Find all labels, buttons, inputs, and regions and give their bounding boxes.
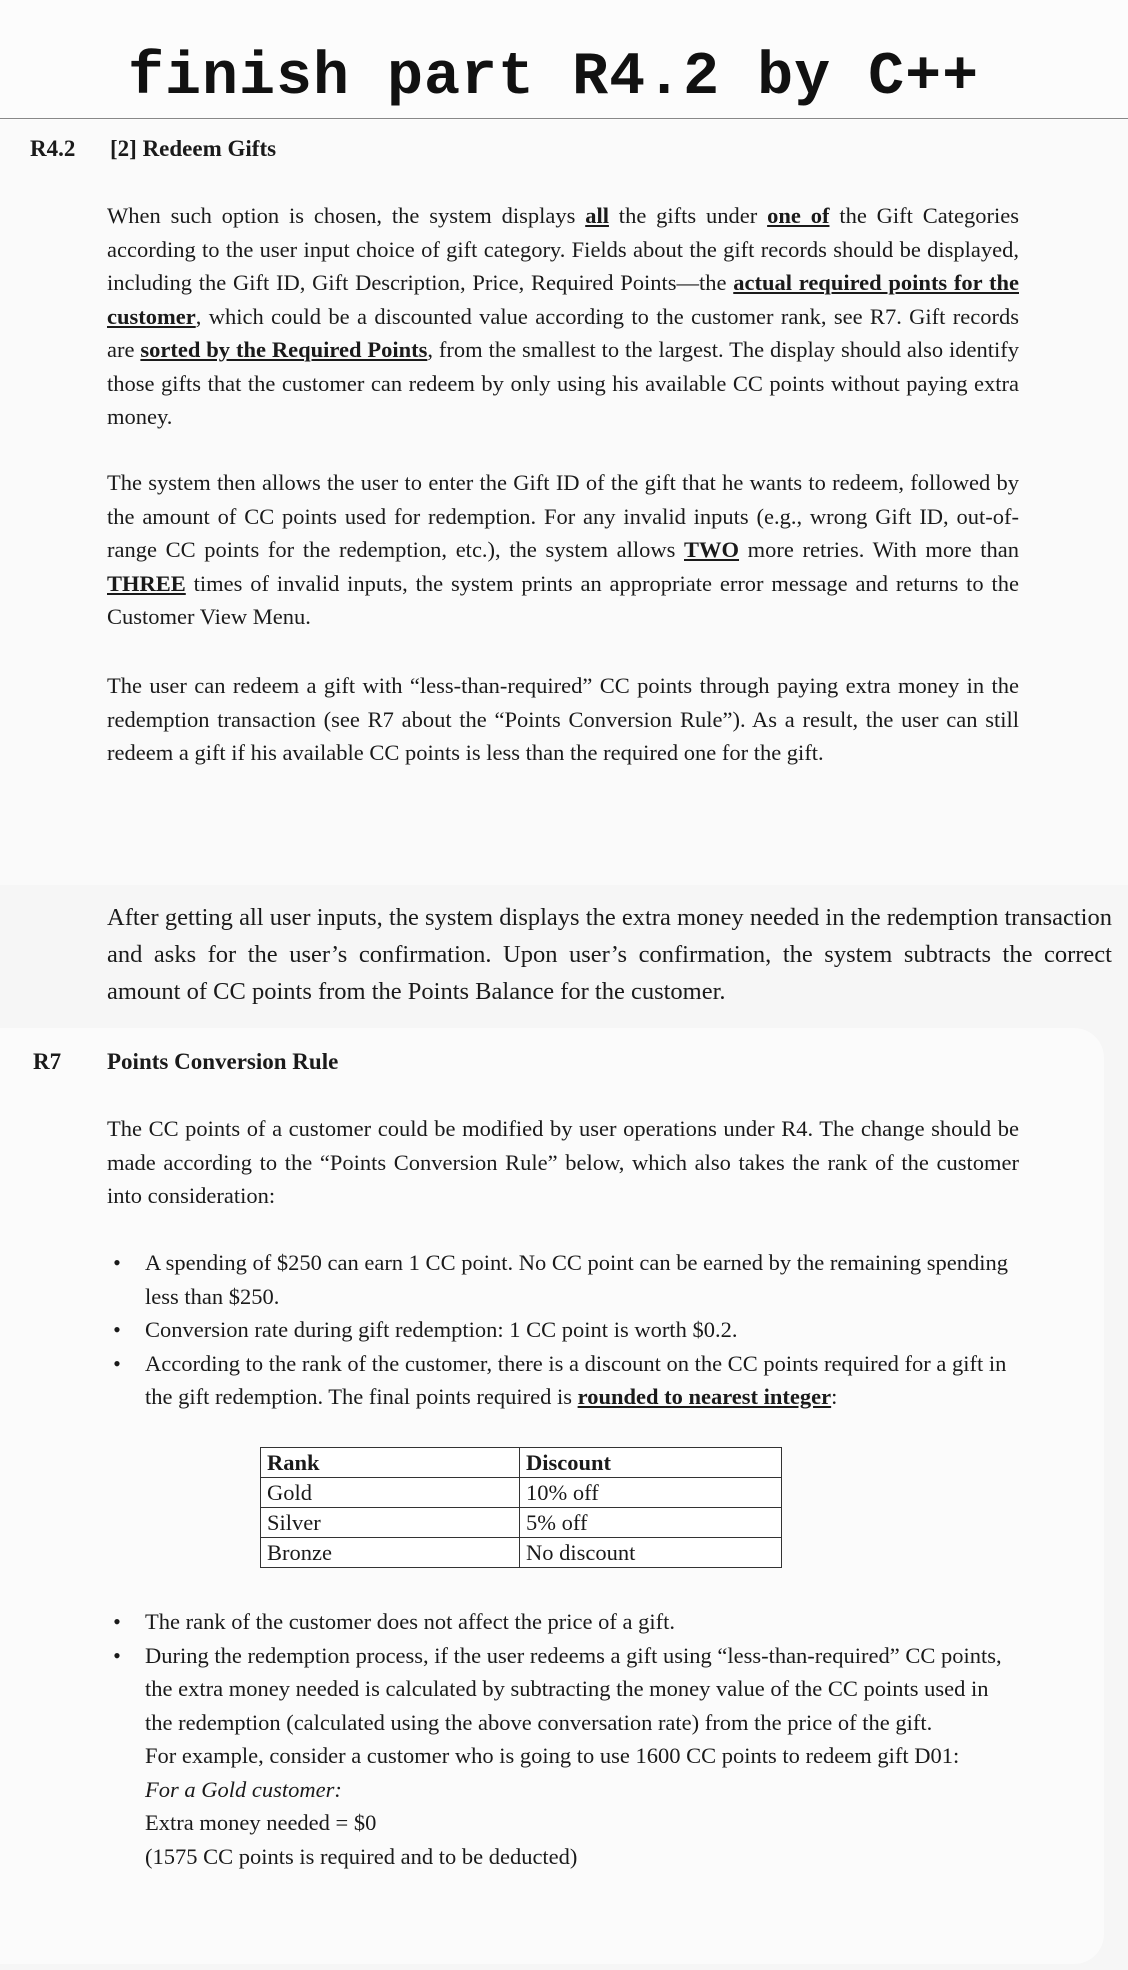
paragraph-less-than-required: The user can redeem a gift with “less-than-required” CC points through paying extra money in the redemption transaction (see R7 about the “Points Conversion Rule”). As a result, the user can still redeem a gift if his available CC points is less than the required one for the gift. — [107, 673, 1019, 765]
bullet-symbol: • — [113, 1350, 121, 1376]
table-row — [261, 1478, 782, 1508]
section-heading-r7: Points Conversion Rule — [107, 1049, 339, 1074]
table-cell: Gold — [261, 1478, 520, 1508]
bullet-symbol: • — [113, 1609, 121, 1634]
paragraph-redeem-input — [107, 466, 1019, 634]
list-item-text: Conversion rate during gift redemption: 1 CC point is worth $0.2. — [145, 1317, 738, 1342]
table-cell: 10% off — [520, 1478, 782, 1508]
paragraph-gift-display — [107, 199, 1019, 434]
section-heading-r42: [2] Redeem Gifts — [110, 136, 277, 161]
list-item — [107, 1639, 1019, 1874]
p1-text-d: , which could be a discounted value according to the customer rank, see R7. Gift records are — [107, 303, 1019, 362]
paragraph-r7-intro: The CC points of a customer could be modified by user operations under R4. The change should be made according to the “Points Conversion Rule” below, which also takes the rank of the customer into consideration: — [107, 1116, 1019, 1208]
table-cell: 5% off — [520, 1508, 782, 1538]
rule-list — [107, 1246, 1019, 1414]
section-number-r7: R7 — [33, 1049, 62, 1074]
paragraph-confirmation: After getting all user inputs, the system displays the extra money needed in the redemption transaction and asks for the user’s confirmation. Upon user’s confirmation, the system subtracts the correct amount of CC points from the Points Balance for the customer. — [107, 904, 1112, 1005]
emphasis-sorted: sorted by the Required Points — [140, 337, 428, 362]
example-line: Extra money needed = $0 — [145, 1810, 377, 1835]
p2-text-c: times of invalid inputs, the system prints an appropriate error message and returns to the Customer View Menu. — [107, 570, 1019, 629]
bullet-symbol: • — [113, 1317, 121, 1342]
table-cell: Bronze — [261, 1538, 520, 1568]
emphasis-all: all — [585, 203, 609, 228]
p1-text-e: , from the smallest to the largest. The display should also identify those gifts that the customer can redeem by only using his available CC points without paying extra money. — [107, 337, 1020, 429]
section-number-r42: R4.2 — [30, 136, 76, 161]
p2-text-a: The system then allows the user to enter the Gift ID of the gift that he wants to redeem, followed by the amount of CC points used for redemption. For any invalid inputs (e.g., wrong Gift ID, out-of-range CC points for the redemption, etc.), the system allows — [107, 470, 1019, 562]
bullet-symbol: • — [113, 1642, 121, 1668]
emphasis-one-of: one of — [767, 203, 830, 228]
table-header-cell: Rank — [261, 1448, 520, 1478]
list-item-text: According to the rank of the customer, there is a discount on the CC points required for a gift in the gift redemption. The final points required is — [145, 1350, 1007, 1409]
list-item-text: The rank of the customer does not affect the price of a gift. — [145, 1609, 676, 1634]
p2-text-b: more retries. With more than — [739, 537, 1019, 562]
table-row — [261, 1538, 782, 1568]
example-line: (1575 CC points is required and to be deducted) — [145, 1843, 578, 1869]
list-item-text-end: : — [831, 1384, 838, 1409]
rule-list-2 — [107, 1605, 1019, 1873]
p1-text-a: When such option is chosen, the system displays — [107, 203, 586, 228]
list-item-text: A spending of $250 can earn 1 CC point. No CC point can be earned by the remaining spending less than $250. — [145, 1250, 1008, 1309]
emphasis-actual-points: actual required points for the customer — [107, 270, 1019, 329]
table-header-row — [261, 1448, 782, 1478]
p1-text-b: the gifts under — [608, 203, 768, 228]
list-item — [107, 1246, 1019, 1313]
table-cell: Silver — [261, 1508, 520, 1538]
list-item-text: During the redemption process, if the user redeems a gift using “less-than-required” CC points, the extra money needed is calculated by subtracting the money value of the CC points used in the redemption (calculated using the above conversation rate) from the price of the gift. — [145, 1642, 1002, 1735]
title-divider — [0, 118, 1128, 119]
table-row — [261, 1508, 782, 1538]
bullet-symbol: • — [113, 1250, 121, 1275]
list-item — [107, 1313, 1019, 1347]
list-item — [107, 1347, 1019, 1414]
example-intro: For example, consider a customer who is going to use 1600 CC points to redeem gift D01: — [145, 1743, 960, 1768]
table-cell: No discount — [520, 1538, 782, 1568]
list-item — [107, 1605, 1019, 1639]
p1-text-c: the Gift Categories according to the user input choice of gift category. Fields about the gift records should be displayed, including the Gift ID, Gift Description, Price, Required Points—the — [107, 203, 1019, 295]
page-title: finish part R4.2 by C++ — [128, 44, 980, 112]
table-header-cell: Discount — [520, 1448, 782, 1478]
example-label: For a Gold customer: — [145, 1776, 342, 1802]
emphasis-two: TWO — [684, 537, 740, 562]
emphasis-three: THREE — [107, 570, 186, 596]
rank-discount-table — [260, 1447, 782, 1568]
emphasis-rounded: rounded to nearest integer — [577, 1384, 832, 1409]
